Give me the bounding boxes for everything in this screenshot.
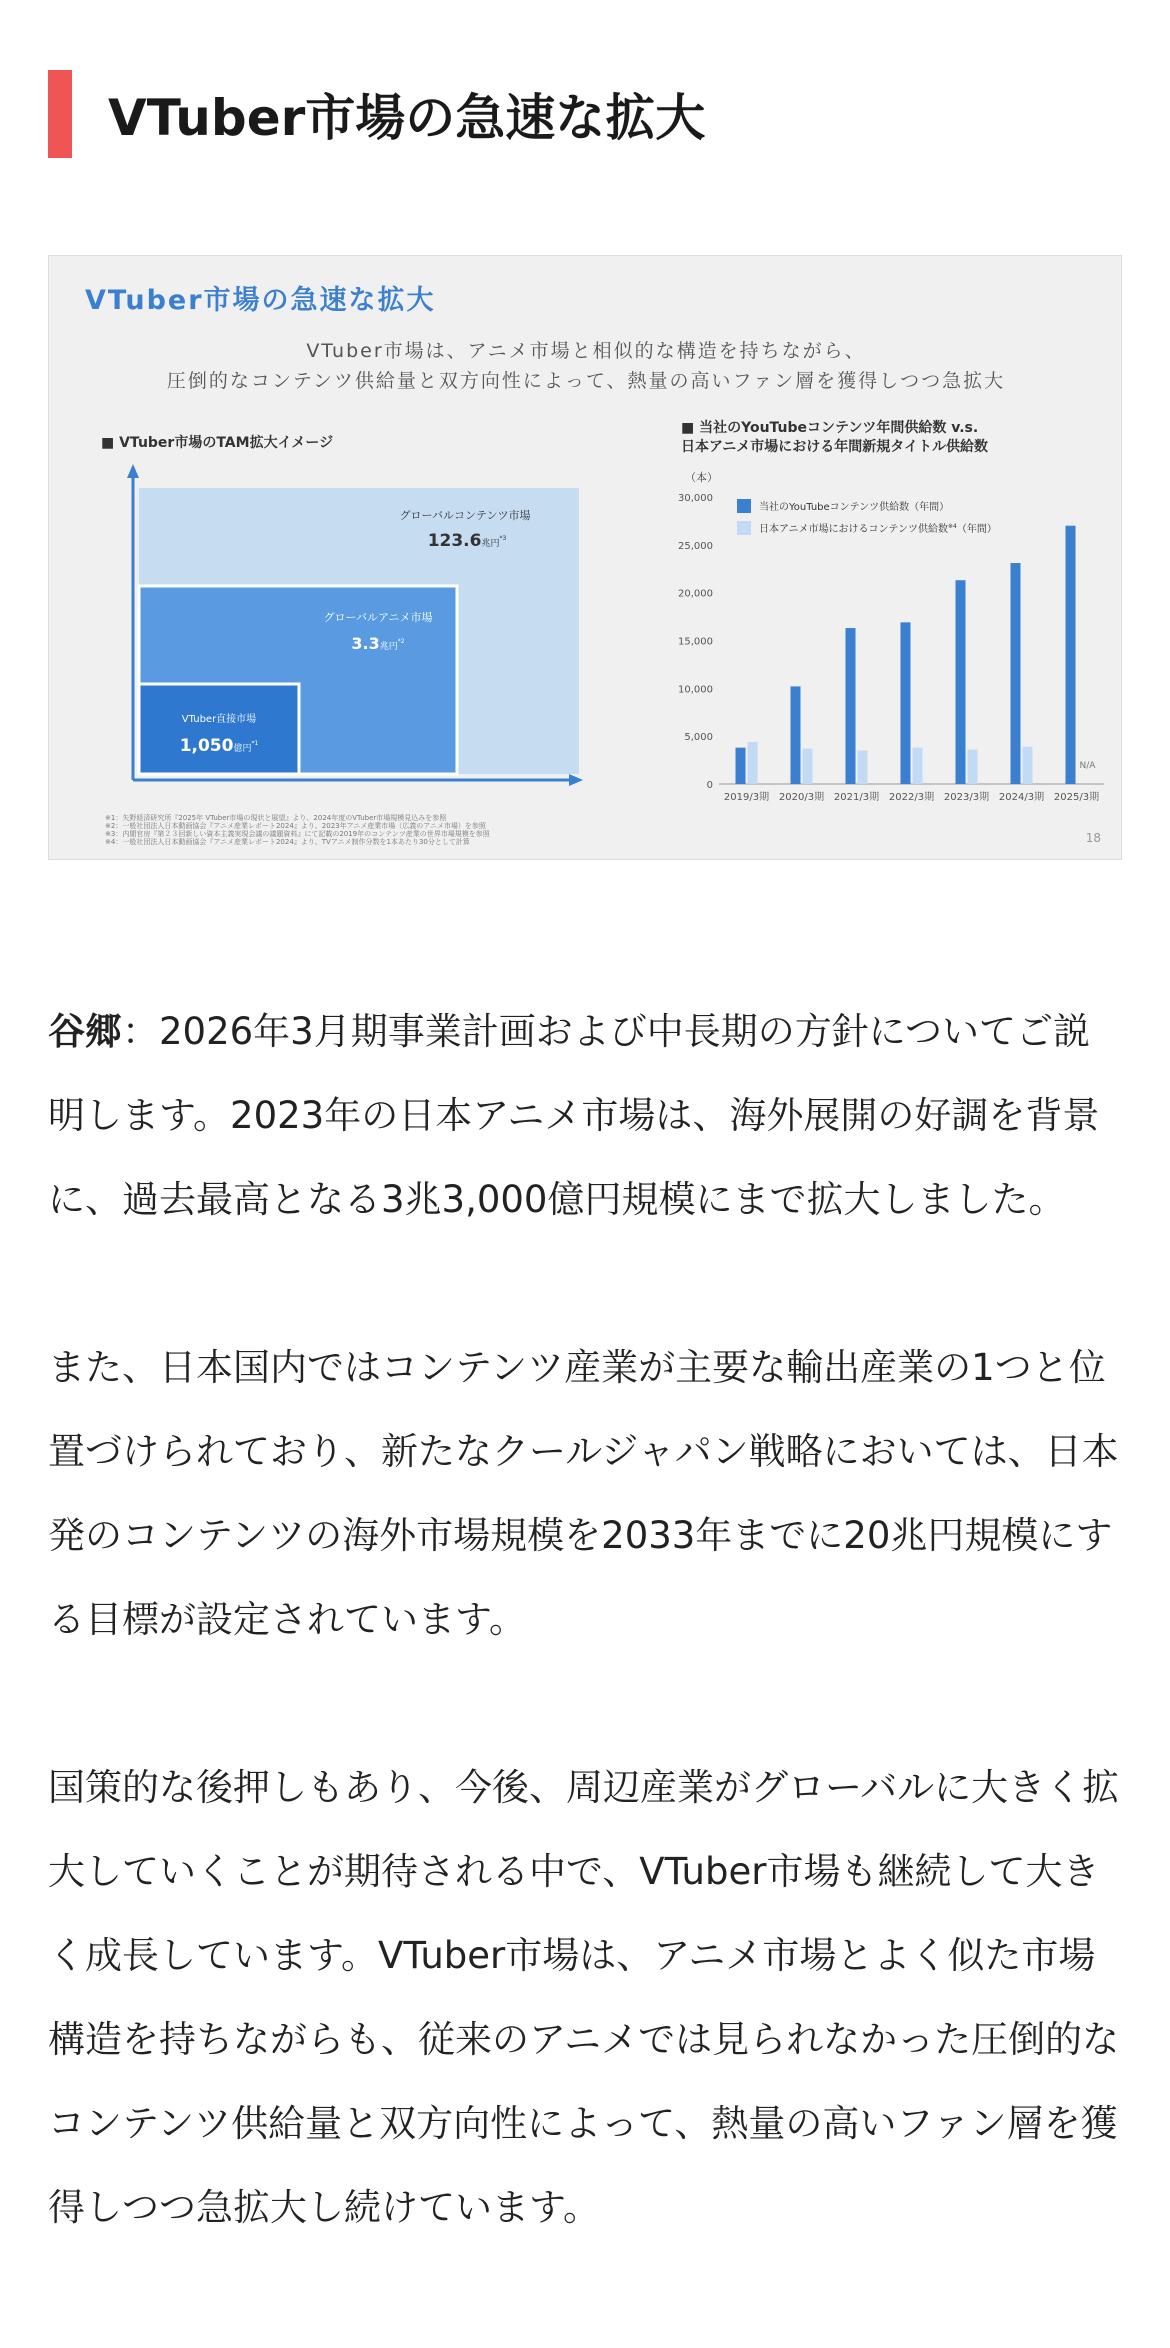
bar-chart-title-line2: 日本アニメ市場における年間新規タイトル供給数 bbox=[681, 439, 989, 455]
tam-diagram bbox=[97, 456, 587, 791]
paragraph bbox=[48, 990, 1122, 1242]
footnote: ※4：一般社団法人日本動画協会『アニメ産業レポート2024』より、TVアニメ制作分数を1本あたり30分として計算 bbox=[105, 838, 470, 846]
footnote: ※2：一般社団法人日本動画協会『アニメ産業レポート2024』より、2023年アニメ産業市場（広義のアニメ市場）を参照 bbox=[105, 822, 486, 830]
slide-footnotes bbox=[105, 814, 545, 846]
x-tick-label: 2024/3期 bbox=[998, 792, 1045, 803]
y-tick-label: 30,000 bbox=[678, 493, 713, 504]
bar bbox=[913, 748, 923, 784]
paragraph: 国策的な後押しもあり、今後、周辺産業がグローバルに大きく拡大していくことが期待される中で、VTuber市場も継続して大きく成長しています。VTuber市場は、アニメ市場とよく似た市場構造を持ちながらも、従来のアニメでは見られなかった圧倒的なコンテンツ供給量と双方向性によって、熱量の高いファン層を獲得しつつ急拡大し続けています。 bbox=[48, 1766, 1120, 2229]
footnote: ※3：内閣官房『第２３回新しい資本主義実現会議の議題資料』にて記載の2019年のコンテンツ産業の世界市場規模を参照 bbox=[105, 830, 490, 838]
slide-title: VTuber市場の急速な拡大 bbox=[85, 285, 436, 316]
page-title: VTuber市場の急速な拡大 bbox=[108, 89, 706, 147]
tam-vtuber-box bbox=[139, 684, 299, 774]
tam-vtuber-label: VTuber直接市場 bbox=[181, 714, 257, 725]
tam-section-title: ■ VTuber市場のTAM拡大イメージ bbox=[101, 435, 334, 451]
y-tick-label: 5,000 bbox=[684, 732, 713, 744]
legend-label: 日本アニメ市場におけるコンテンツ供給数$^{※4}$（年間） bbox=[759, 523, 997, 535]
y-tick-label: 15,000 bbox=[678, 636, 713, 648]
bar-chart bbox=[659, 481, 1114, 811]
article-heading bbox=[48, 70, 705, 158]
tam-global-anime-label: グローバルアニメ市場 bbox=[323, 611, 433, 624]
x-tick-label: 2023/3期 bbox=[943, 792, 990, 803]
bar-chart-title bbox=[681, 419, 988, 457]
bar bbox=[1023, 747, 1033, 784]
bar bbox=[1066, 526, 1076, 784]
bar bbox=[968, 750, 978, 784]
bar bbox=[791, 686, 801, 784]
paragraph: また、日本国内ではコンテンツ産業が主要な輸出産業の1つと位置づけられており、新たなクールジャパン戦略においては、日本発のコンテンツの海外市場規模を2033年までに20兆円規模にする目標が設定されています。 bbox=[48, 1346, 1119, 1641]
bar bbox=[846, 628, 856, 784]
x-tick-label: 2019/3期 bbox=[723, 792, 770, 803]
slide-page-number: 18 bbox=[1085, 831, 1101, 845]
slide-lead bbox=[49, 336, 1123, 396]
tam-global-content-value: 123.6兆円$^{*3}$ bbox=[427, 531, 507, 551]
bar bbox=[748, 742, 758, 784]
bar bbox=[1011, 563, 1021, 784]
y-tick-label: 10,000 bbox=[678, 684, 713, 696]
na-label: N/A bbox=[1079, 761, 1096, 771]
paragraph-text: ：2026年3月期事業計画および中長期の方針についてご説明します。2023年の日本アニメ市場は、海外展開の好調を背景に、過去最高となる3兆3,000億円規模にまで拡大しました。 bbox=[48, 1010, 1100, 1221]
bar bbox=[736, 748, 746, 784]
bar bbox=[803, 749, 813, 784]
bar bbox=[956, 580, 966, 784]
y-tick-label: 25,000 bbox=[678, 540, 713, 552]
x-tick-label: 2022/3期 bbox=[888, 792, 935, 803]
chart-y-unit: （本） bbox=[685, 471, 718, 484]
footnote: ※1：矢野経済研究所『2025年 VTuber市場の現状と展望』より、2024年度のVTuber市場規模見込みを参照 bbox=[105, 814, 447, 822]
heading-accent-bar bbox=[48, 70, 72, 158]
x-tick-label: 2021/3期 bbox=[833, 792, 880, 803]
bar bbox=[901, 622, 911, 784]
article-body bbox=[48, 990, 1122, 2334]
slide-lead-line1: VTuber市場は、アニメ市場と相似的な構造を持ちながら、 bbox=[306, 340, 866, 362]
tam-global-content-label: グローバルコンテンツ市場 bbox=[399, 509, 531, 522]
legend-swatch bbox=[737, 499, 751, 513]
y-tick-label: 0 bbox=[706, 780, 713, 791]
x-tick-label: 2025/3期 bbox=[1053, 792, 1100, 803]
tam-x-arrow-head bbox=[569, 774, 583, 786]
y-tick-label: 20,000 bbox=[678, 588, 713, 600]
legend-swatch bbox=[737, 521, 751, 535]
tam-global-anime-value: 3.3兆円$^{*2}$ bbox=[351, 634, 405, 653]
tam-vtuber-value: 1,050億円$^{*1}$ bbox=[179, 736, 259, 756]
slide-image bbox=[48, 255, 1122, 860]
x-tick-label: 2020/3期 bbox=[778, 792, 825, 803]
slide-lead-line2: 圧倒的なコンテンツ供給量と双方向性によって、熱量の高いファン層を獲得しつつ急拡大 bbox=[166, 370, 1006, 392]
legend-label: 当社のYouTubeコンテンツ供給数（年間） bbox=[759, 502, 950, 513]
tam-y-arrow-head bbox=[127, 464, 139, 478]
bar bbox=[858, 751, 868, 784]
speaker-name: 谷郷 bbox=[48, 1010, 122, 1053]
bar-chart-title-line1: ■ 当社のYouTubeコンテンツ年間供給数 v.s. bbox=[681, 420, 979, 436]
